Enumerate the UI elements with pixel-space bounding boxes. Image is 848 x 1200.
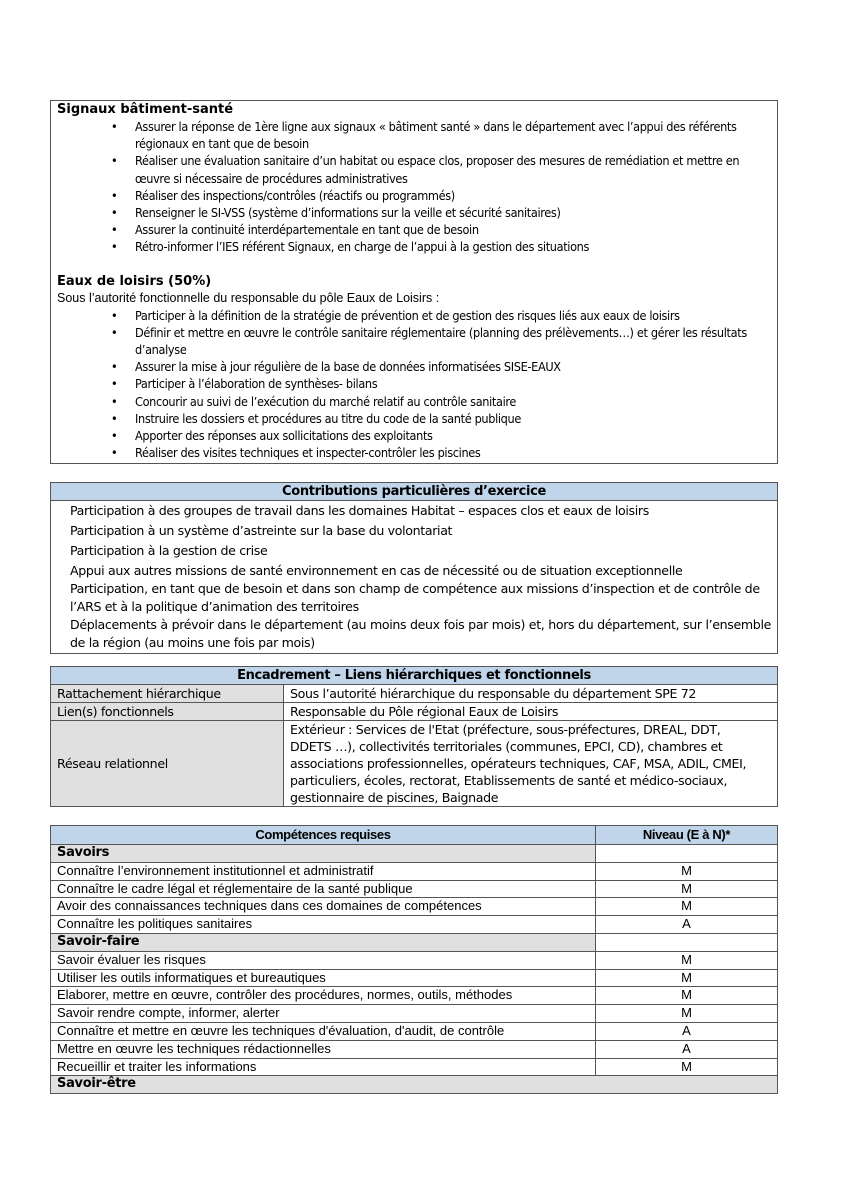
spacer — [51, 256, 777, 273]
list-item: • Concourir au suivi de l’exécution du marché relatif au contrôle sanitaire — [111, 393, 517, 409]
contribution-item: Déplacements à prévoir dans le département (au moins deux fois par mois) et, hors du département, sur l’ensemble de la région (au moins une fois par mois) — [51, 616, 778, 654]
bullet-icon: • — [111, 393, 118, 409]
list-item: • Réaliser des visites techniques et inspecter-contrôler les piscines — [111, 445, 481, 461]
skill-cell: Connaître l’environnement institutionnel et administratif — [51, 862, 596, 880]
row-value: Responsable du Pôle régional Eaux de Loisirs — [284, 703, 778, 721]
category-row — [51, 933, 778, 951]
level-cell: M — [596, 862, 778, 880]
level-cell: M — [596, 898, 778, 916]
bullet-icon: • — [111, 376, 118, 392]
column-header-level: Niveau (E à N)* — [596, 826, 778, 845]
bullet-icon: • — [111, 205, 118, 221]
row-label: Lien(s) fonctionnels — [51, 703, 284, 721]
level-cell: A — [596, 916, 778, 934]
skill-cell: Recueillir et traiter les informations — [51, 1058, 596, 1076]
section-title-eaux: Eaux de loisirs (50%) — [57, 273, 212, 289]
table-row — [51, 987, 778, 1005]
category-label: Savoir-être — [51, 1076, 778, 1094]
contributions-title: Contributions particulières d’exercice — [51, 483, 778, 501]
list-item: • Participer à l’élaboration de synthèses- bilans — [111, 376, 378, 392]
table-row — [51, 898, 778, 916]
section-title-signaux: Signaux bâtiment-santé — [57, 102, 234, 117]
list-item: • Instruire les dossiers et procédures au titre du code de la santé publique — [111, 410, 521, 426]
bullet-icon: • — [111, 410, 118, 426]
encadrement-table — [50, 666, 778, 807]
table-row — [51, 916, 778, 934]
skill-cell: Connaître les politiques sanitaires — [51, 916, 596, 934]
contribution-item: Participation à un système d’astreinte sur la base du volontariat — [51, 520, 778, 540]
contributions-table — [50, 482, 778, 654]
row-label: Réseau relationnel — [51, 721, 284, 807]
bullet-icon: • — [111, 239, 118, 255]
competences-table — [50, 825, 778, 1094]
level-cell: M — [596, 969, 778, 987]
category-row — [51, 1076, 778, 1094]
skill-cell: Savoir évaluer les risques — [51, 951, 596, 969]
bullet-icon: • — [111, 222, 118, 238]
row-label: Rattachement hiérarchique — [51, 685, 284, 703]
level-cell: A — [596, 1040, 778, 1058]
table-row — [51, 862, 778, 880]
column-header-skill: Compétences requises — [51, 826, 596, 845]
bullet-icon: • — [111, 307, 118, 323]
table-row — [51, 951, 778, 969]
bullet-icon: • — [111, 153, 118, 169]
category-row — [51, 845, 778, 863]
missions-box — [50, 100, 778, 464]
table-row — [51, 1058, 778, 1076]
skill-cell: Utiliser les outils informatiques et bureautiques — [51, 969, 596, 987]
bullet-icon: • — [111, 359, 118, 375]
section-intro-eaux: Sous l’autorité fonctionnelle du responsable du pôle Eaux de Loisirs : — [57, 290, 440, 305]
bullet-icon: • — [111, 119, 118, 134]
category-label: Savoir-faire — [51, 933, 596, 951]
table-row — [51, 1040, 778, 1058]
list-item: • Participer à la définition de la stratégie de prévention et de gestion des risques liés aux eaux de loisirs — [111, 307, 680, 323]
row-value: Extérieur : Services de l'Etat (préfecture, sous-préfectures, DREAL, DDT, DDETS …), collectivités territoriales (communes, EPCI, CD), chambres et associations professionnelles, opérateurs techniques, CAF, MSA, ADIL, CMEI, particuliers, écoles, rectorat, Etablissements de santé et médico-sociaux, gestionnaire de piscines, Baignade — [284, 721, 778, 807]
row-value: Sous l’autorité hiérarchique du responsable du département SPE 72 — [284, 685, 778, 703]
table-row — [51, 685, 778, 703]
contribution-item: Participation, en tant que de besoin et dans son champ de compétence aux missions d’inspection et de contrôle de l’ARS et à la politique d’animation des territoires — [51, 580, 778, 616]
bullet-icon: • — [111, 187, 118, 203]
list-item: • Assurer la réponse de 1ère ligne aux signaux « bâtiment santé » dans le département avec l’appui des référents régionaux en tant que de besoin — [111, 119, 737, 152]
level-cell: M — [596, 951, 778, 969]
skill-cell: Savoir rendre compte, informer, alerter — [51, 1005, 596, 1023]
skill-cell: Elaborer, mettre en œuvre, contrôler des procédures, normes, outils, méthodes — [51, 987, 596, 1005]
level-cell: M — [596, 987, 778, 1005]
level-cell: A — [596, 1022, 778, 1040]
eaux-list — [51, 307, 777, 462]
table-row — [51, 721, 778, 807]
list-item: • Assurer la continuité interdépartementale en tant que de besoin — [111, 222, 479, 238]
category-label: Savoirs — [51, 845, 596, 863]
table-row — [51, 969, 778, 987]
bullet-icon: • — [111, 428, 118, 444]
list-item: • Renseigner le SI-VSS (système d’informations sur la veille et sécurité sanitaires) — [111, 205, 561, 221]
bullet-icon: • — [111, 445, 118, 461]
skill-cell: Connaître et mettre en œuvre les techniques d'évaluation, d'audit, de contrôle — [51, 1022, 596, 1040]
level-cell: M — [596, 1005, 778, 1023]
level-cell: M — [596, 1058, 778, 1076]
table-row — [51, 1022, 778, 1040]
table-row — [51, 703, 778, 721]
level-cell: M — [596, 880, 778, 898]
list-item: • Rétro-informer l’IES référent Signaux, en charge de l’appui à la gestion des situations — [111, 239, 590, 255]
skill-cell: Mettre en œuvre les techniques rédactionnelles — [51, 1040, 596, 1058]
skill-cell: Connaître le cadre légal et réglementaire de la santé publique — [51, 880, 596, 898]
list-item: • Réaliser des inspections/contrôles (réactifs ou programmés) — [111, 187, 455, 203]
list-item: • Assurer la mise à jour régulière de la base de données informatisées SISE-EAUX — [111, 359, 561, 375]
contribution-item: Participation à la gestion de crise — [51, 540, 778, 560]
bullet-icon: • — [111, 324, 118, 340]
contribution-item: Participation à des groupes de travail dans les domaines Habitat – espaces clos et eaux de loisirs — [51, 501, 778, 521]
contribution-item: Appui aux autres missions de santé environnement en cas de nécessité ou de situation exceptionnelle — [51, 560, 778, 580]
list-item: • Réaliser une évaluation sanitaire d’un habitat ou espace clos, proposer des mesures de remédiation et mettre en œuvre si nécessaire de procédures administratives — [111, 153, 740, 186]
list-item: • Définir et mettre en œuvre le contrôle sanitaire réglementaire (planning des prélèvements…) et gérer les résultats d’analyse — [111, 324, 747, 358]
signaux-list — [51, 118, 777, 256]
skill-cell: Avoir des connaissances techniques dans ces domaines de compétences — [51, 898, 596, 916]
encadrement-title: Encadrement – Liens hiérarchiques et fonctionnels — [51, 667, 778, 685]
table-row — [51, 880, 778, 898]
list-item: • Apporter des réponses aux sollicitations des exploitants — [111, 428, 433, 444]
table-row — [51, 1005, 778, 1023]
